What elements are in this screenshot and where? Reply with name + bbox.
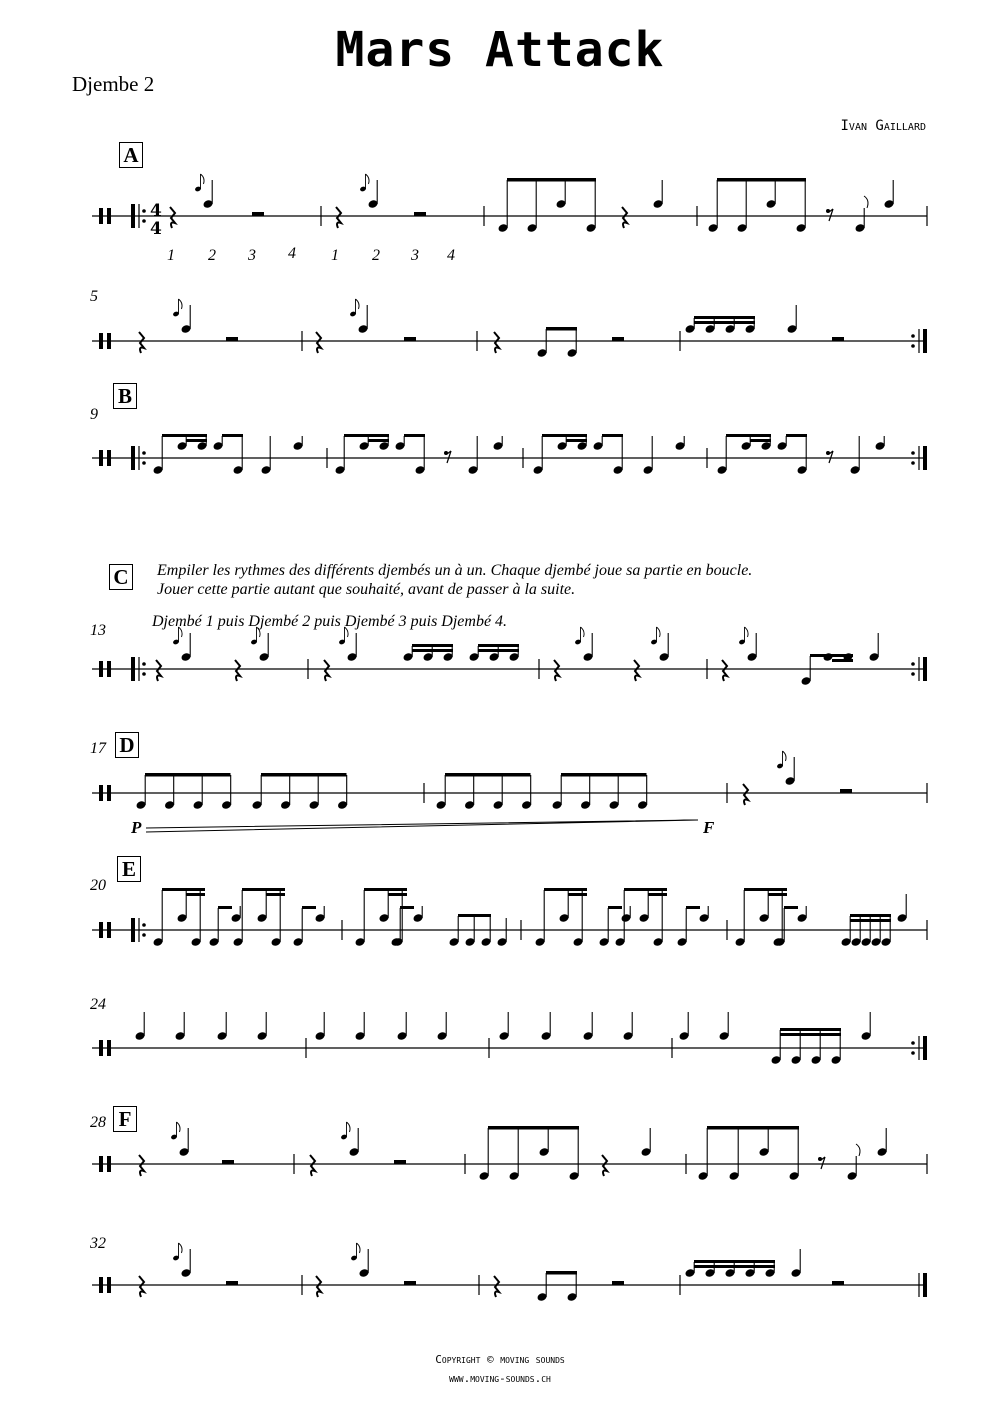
percussion-clef-icon	[107, 208, 111, 224]
composer-name: Ivan Gaillard	[840, 118, 926, 134]
beam	[717, 178, 806, 182]
half-rest-icon	[832, 337, 844, 341]
repeat-start-barline	[131, 657, 135, 681]
beam	[507, 178, 596, 182]
beam	[242, 888, 285, 891]
repeat-dot	[911, 451, 915, 455]
percussion-clef-icon	[107, 1156, 111, 1172]
beam	[602, 434, 623, 437]
dynamic-piano: P	[131, 818, 142, 837]
beam	[768, 893, 787, 896]
repeat-dot	[911, 662, 915, 666]
repeat-dot	[911, 672, 915, 676]
grace-flag	[357, 1243, 361, 1253]
beam	[832, 659, 853, 662]
time-signature-numerator: 4	[150, 201, 162, 221]
repeat-dot	[911, 1041, 915, 1045]
quarter-rest-icon	[336, 207, 341, 228]
instrument-name: Djembe 2	[72, 72, 155, 96]
beam	[566, 439, 587, 442]
beam	[850, 919, 891, 922]
repeat-end-barline	[923, 1036, 927, 1060]
half-rest-icon	[840, 789, 852, 793]
repeat-dot	[142, 933, 146, 937]
note-flag	[864, 196, 868, 208]
beam	[850, 914, 891, 917]
beam	[624, 888, 667, 891]
measure-number: 13	[90, 622, 106, 639]
beam	[344, 434, 389, 437]
repeat-end-barline	[923, 657, 927, 681]
rehearsal-mark-f: F	[113, 1106, 137, 1132]
crescendo-hairpin	[146, 820, 698, 832]
beam	[412, 644, 453, 647]
measure-number: 24	[90, 996, 106, 1013]
beam	[686, 906, 700, 909]
beam	[145, 773, 231, 777]
quarter-rest-icon	[722, 660, 727, 681]
percussion-clef-icon	[107, 1040, 111, 1056]
grace-flag	[179, 299, 183, 309]
percussion-clef-icon	[99, 333, 103, 349]
measure-number: 20	[90, 877, 106, 894]
beam	[726, 434, 771, 437]
count-label: 4	[447, 247, 455, 264]
beam	[261, 773, 347, 777]
half-rest-icon	[612, 337, 624, 341]
time-signature-denominator: 4	[150, 219, 162, 239]
percussion-clef-icon	[99, 1040, 103, 1056]
beam	[488, 1126, 579, 1130]
quarter-rest-icon	[494, 332, 499, 353]
grace-flag	[366, 174, 370, 184]
count-label: 2	[372, 247, 380, 264]
rehearsal-mark-e: E	[117, 856, 141, 882]
count-label: 1	[331, 247, 339, 264]
percussion-clef-icon	[99, 208, 103, 224]
beam	[608, 906, 622, 909]
beam	[694, 1260, 775, 1263]
grace-flag	[201, 174, 205, 184]
grace-flag	[179, 1243, 183, 1253]
page-title: Mars Attack	[335, 22, 665, 78]
half-rest-icon	[414, 212, 426, 216]
quarter-rest-icon	[316, 332, 321, 353]
rehearsal-mark-b: B	[113, 383, 137, 409]
grace-flag	[177, 1122, 181, 1132]
percussion-clef-icon	[99, 922, 103, 938]
beam	[266, 893, 285, 896]
repeat-dot	[142, 219, 146, 223]
repeat-dot	[142, 451, 146, 455]
quarter-rest-icon	[139, 332, 144, 353]
beam	[694, 316, 755, 319]
half-rest-icon	[404, 1281, 416, 1285]
quarter-rest-icon	[139, 1155, 144, 1176]
percussion-clef-icon	[107, 450, 111, 466]
half-rest-icon	[222, 1160, 234, 1164]
repeat-dot	[911, 334, 915, 338]
measure-number: 5	[90, 288, 98, 305]
dynamic-forte: F	[703, 818, 715, 837]
repeat-end-barline	[923, 329, 927, 353]
instruction-line: Empiler les rythmes des différents djembés un à un. Chaque djembé joue sa partie en boucle.	[157, 562, 753, 579]
quarter-rest-icon	[494, 1276, 499, 1297]
percussion-clef-icon	[107, 785, 111, 801]
quarter-rest-icon	[170, 207, 175, 228]
repeat-dot	[911, 344, 915, 348]
beam	[648, 893, 667, 896]
percussion-clef-icon	[107, 1277, 111, 1293]
beam	[568, 893, 587, 896]
quarter-rest-icon	[324, 660, 329, 681]
beam	[412, 649, 453, 652]
beam	[400, 906, 414, 909]
beam	[368, 439, 389, 442]
measure-number: 28	[90, 1114, 106, 1131]
repeat-dot	[142, 461, 146, 465]
beam	[544, 888, 587, 891]
beam	[404, 434, 425, 437]
instruction-line: Djembé 1 puis Djembé 2 puis Djembé 3 puis Djembé 4.	[152, 613, 508, 630]
repeat-dot	[911, 1051, 915, 1055]
rehearsal-mark-a: A	[119, 142, 143, 168]
quarter-rest-icon	[316, 1276, 321, 1297]
percussion-clef-icon	[107, 333, 111, 349]
instruction-line: Jouer cette partie autant que souhaité, avant de passer à la suite.	[157, 581, 576, 598]
percussion-clef-icon	[99, 1277, 103, 1293]
beam	[786, 434, 807, 437]
percussion-clef-icon	[107, 661, 111, 677]
rehearsal-mark-c: C	[109, 564, 133, 590]
beam	[478, 649, 519, 652]
quarter-rest-icon	[622, 207, 627, 228]
beam	[784, 906, 798, 909]
beam	[445, 773, 531, 777]
beam	[780, 1033, 841, 1036]
grace-flag	[345, 627, 349, 637]
grace-flag	[745, 627, 749, 637]
grace-flag	[356, 299, 360, 309]
website-text: www.moving-sounds.ch	[449, 1372, 551, 1385]
beam	[478, 644, 519, 647]
repeat-end-barline	[923, 446, 927, 470]
quarter-rest-icon	[634, 660, 639, 681]
quarter-rest-icon	[139, 1276, 144, 1297]
beam	[458, 914, 491, 917]
measure-number: 32	[90, 1235, 106, 1252]
count-label: 3	[411, 247, 419, 264]
percussion-clef-icon	[107, 922, 111, 938]
grace-flag	[179, 627, 183, 637]
beam	[186, 893, 205, 896]
quarter-rest-icon	[602, 1155, 607, 1176]
beam	[364, 888, 407, 891]
count-label: 3	[248, 247, 256, 264]
note-flag	[856, 1144, 860, 1156]
beam	[302, 906, 316, 909]
grace-flag	[347, 1122, 351, 1132]
repeat-start-barline	[131, 446, 135, 470]
quarter-rest-icon	[235, 660, 240, 681]
count-label: 1	[167, 247, 175, 264]
repeat-start-barline	[131, 204, 135, 228]
half-rest-icon	[394, 1160, 406, 1164]
beam	[780, 1028, 841, 1031]
beam	[810, 654, 853, 657]
copyright-text: Copyright © moving sounds	[435, 1353, 565, 1366]
measure-number: 17	[90, 740, 106, 757]
half-rest-icon	[832, 1281, 844, 1285]
repeat-start-barline	[131, 918, 135, 942]
percussion-clef-icon	[99, 661, 103, 677]
half-rest-icon	[404, 337, 416, 341]
count-label: 4	[288, 245, 296, 262]
measure-number: 9	[90, 406, 98, 423]
grace-flag	[581, 627, 585, 637]
beam	[694, 321, 755, 324]
repeat-dot	[142, 662, 146, 666]
final-barline	[923, 1273, 927, 1297]
half-rest-icon	[226, 1281, 238, 1285]
repeat-dot	[142, 209, 146, 213]
percussion-clef-icon	[99, 1156, 103, 1172]
half-rest-icon	[252, 212, 264, 216]
repeat-dot	[911, 461, 915, 465]
quarter-rest-icon	[743, 784, 748, 805]
beam	[546, 1271, 577, 1275]
grace-flag	[783, 751, 787, 761]
grace-flag	[657, 627, 661, 637]
half-rest-icon	[612, 1281, 624, 1285]
percussion-clef-icon	[99, 785, 103, 801]
beam	[542, 434, 587, 437]
quarter-rest-icon	[554, 660, 559, 681]
quarter-rest-icon	[310, 1155, 315, 1176]
beam	[750, 439, 771, 442]
beam	[561, 773, 647, 777]
beam	[388, 893, 407, 896]
beam	[222, 434, 243, 437]
grace-flag	[257, 627, 261, 637]
beam	[162, 434, 207, 437]
percussion-clef-icon	[99, 450, 103, 466]
beam	[694, 1265, 775, 1268]
count-label: 2	[208, 247, 216, 264]
beam	[186, 439, 207, 442]
beam	[707, 1126, 799, 1130]
beam	[162, 888, 205, 891]
half-rest-icon	[226, 337, 238, 341]
beam	[744, 888, 787, 891]
repeat-dot	[142, 672, 146, 676]
rehearsal-mark-d: D	[115, 732, 139, 758]
quarter-rest-icon	[156, 660, 161, 681]
beam	[546, 327, 577, 331]
beam	[218, 906, 232, 909]
repeat-dot	[142, 923, 146, 927]
